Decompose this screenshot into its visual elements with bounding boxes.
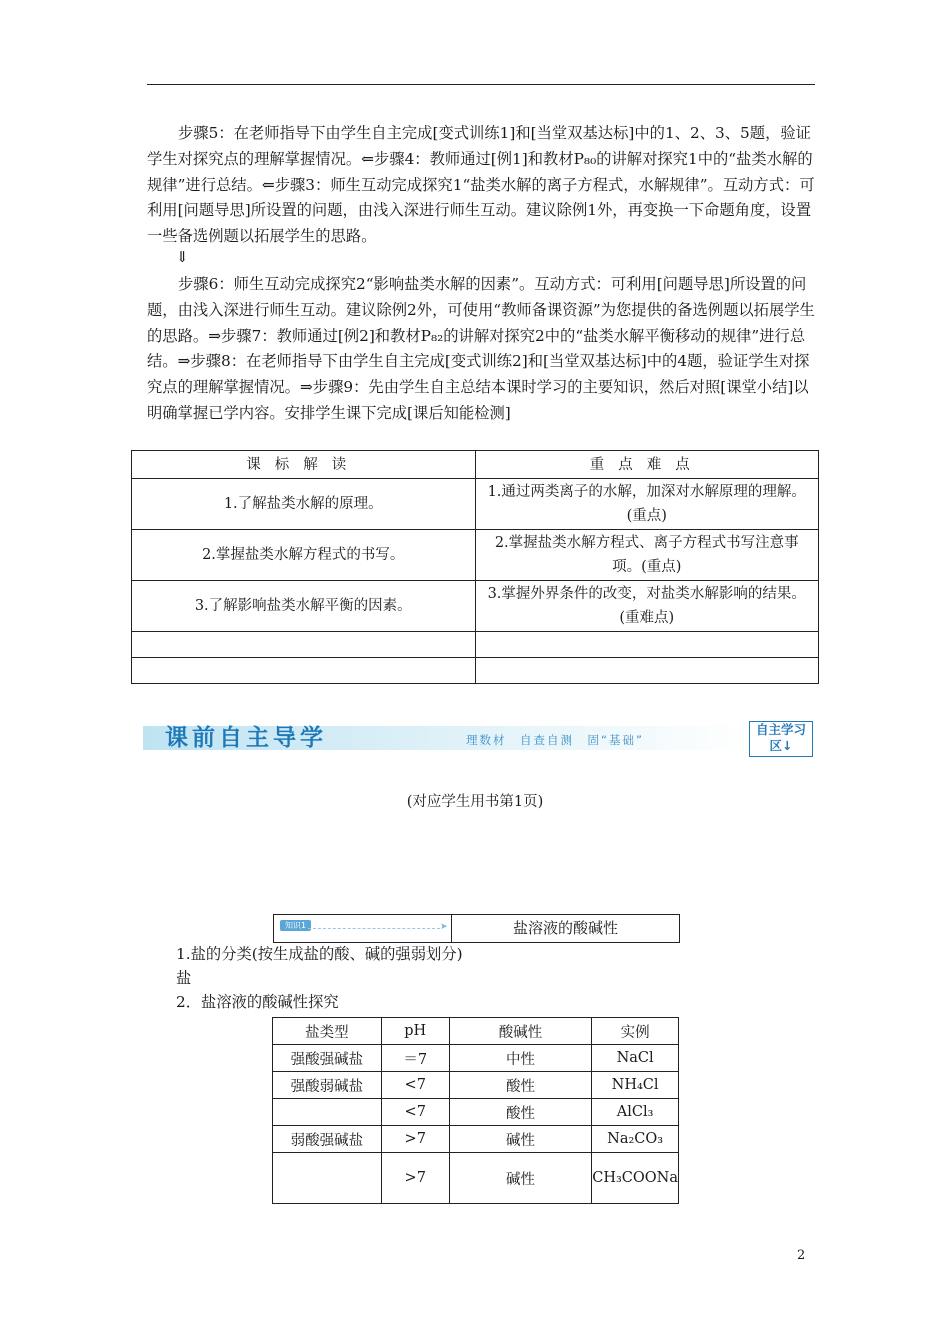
salt-example-cell: NH₄Cl [592,1072,679,1099]
salt-acidity-cell: 中性 [449,1045,591,1072]
intro-steps-6-to-9: 步骤6：师生互动完成探究2“影响盐类水解的因素”。互动方式：可利用[问题导思]所设置的问题，由浅入深进行师生互动。建议除例2外，可使用“教师备课资源”为您提供的备选例题以拓展学生的思路。⇒步骤7：教师通过[例2]和教材P₈₂的讲解对探究2中的“盐类水解平衡移动的规律”进行总结。⇒步骤8：在老师指导下由学生自主完成[变式训练2]和[当堂双基达标]中的4题，验证学生对探究点的理解掌握情况。⇒步骤9：先由学生自主总结本课时学习的主要知识，然后对照[课堂小结]以明确掌握已学内容。安排学生课下完成[课后知能检测] [147,275,815,422]
table-row [273,1072,679,1099]
page-number: 2 [797,1248,806,1263]
table-row [273,1045,679,1072]
salt-header-ph: pH [381,1018,449,1045]
salt-ph-cell: <7 [381,1099,449,1126]
objective-standard-1: 1.了解盐类水解的原理。 [132,479,476,530]
salt-header-example: 实例 [592,1018,679,1045]
salt-example-cell: AlCl₃ [592,1099,679,1126]
header-rule [147,84,815,85]
salt-ph-cell: <7 [381,1072,449,1099]
salt-acidity-cell: 酸性 [449,1099,591,1126]
salt-acidity-table [272,1017,679,1204]
objective-key-2: 2.掌握盐类水解方程式、离子方程式书写注意事项。(重点) [475,530,819,581]
knowledge-tag [278,918,448,934]
salt-acidity-cell: 酸性 [449,1072,591,1099]
empty-cell [475,658,819,684]
salt-type-cell: 强酸强碱盐 [273,1045,382,1072]
salt-header-acidity: 酸碱性 [449,1018,591,1045]
banner-area-badge: 自主学习区↓ [749,721,813,757]
salt-ph-cell: >7 [381,1153,449,1204]
salt-acidity-cell: 碱性 [449,1126,591,1153]
empty-cell [132,632,476,658]
acidity-inquiry-heading: 2．盐溶液的酸碱性探究 [176,993,339,1011]
objective-key-3: 3.掌握外界条件的改变，对盐类水解影响的结果。(重难点) [475,581,819,632]
salt-example-cell: Na₂CO₃ [592,1126,679,1153]
salt-type-cell [273,1153,382,1204]
empty-cell [475,632,819,658]
knowledge-title-box [273,914,680,943]
objectives-table [131,450,819,684]
salt-type-cell: 弱酸强碱盐 [273,1126,382,1153]
book-reference: (对应学生用书第1页) [406,794,544,810]
objective-standard-3: 3.了解影响盐类水解平衡的因素。 [132,581,476,632]
dashed-line [308,928,440,929]
salt-ph-cell: >7 [381,1126,449,1153]
salt-example-cell: NaCl [592,1045,679,1072]
intro-steps-5-to-3: 步骤5：在老师指导下由学生自主完成[变式训练1]和[当堂双基达标]中的1、2、3、5题，验证学生对探究点的理解掌握情况。⇐步骤4：教师通过[例1]和教材P₈₀的讲解对探究1中的“盐类水解的规律”进行总结。⇐步骤3：师生互动完成探究1“盐类水解的离子方程式，水解规律”。互动方式：可利用[问题导思]所设置的问题，由浅入深进行师生互动。建议除例1外，再变换一下命题角度，设置一些备选例题以拓展学生的思路。 [147,124,815,246]
empty-cell [132,658,476,684]
salt-header-type: 盐类型 [273,1018,382,1045]
table-row [273,1126,679,1153]
down-arrow-icon: ⇓ [176,248,189,266]
section-banner [143,719,814,759]
knowledge-title: 盐溶液的酸碱性 [512,919,618,937]
banner-title: 课前自主导学 [165,725,327,751]
salt-label: 盐 [176,969,192,987]
salt-classification-heading: 1.盐的分类(按生成盐的酸、碱的强弱划分) [176,945,463,963]
objectives-header-key-points: 重点难点 [475,451,819,479]
table-row [273,1099,679,1126]
salt-type-cell [273,1099,382,1126]
objective-key-1: 1.通过两类离子的水解，加深对水解原理的理解。(重点) [475,479,819,530]
table-row [273,1153,679,1204]
salt-type-cell: 强酸弱碱盐 [273,1072,382,1099]
banner-subtitle: 理数材 自查自测 固“基础” [466,733,644,747]
salt-ph-cell: ＝7 [381,1045,449,1072]
knowledge-tag-label: 知识1 [280,920,311,931]
objective-standard-2: 2.掌握盐类水解方程式的书写。 [132,530,476,581]
salt-acidity-cell: 碱性 [449,1153,591,1204]
objectives-header-standard: 课标解读 [132,451,476,479]
salt-example-cell: CH₃COONa [592,1153,679,1204]
arrow-right-icon: ➤ [440,922,448,932]
